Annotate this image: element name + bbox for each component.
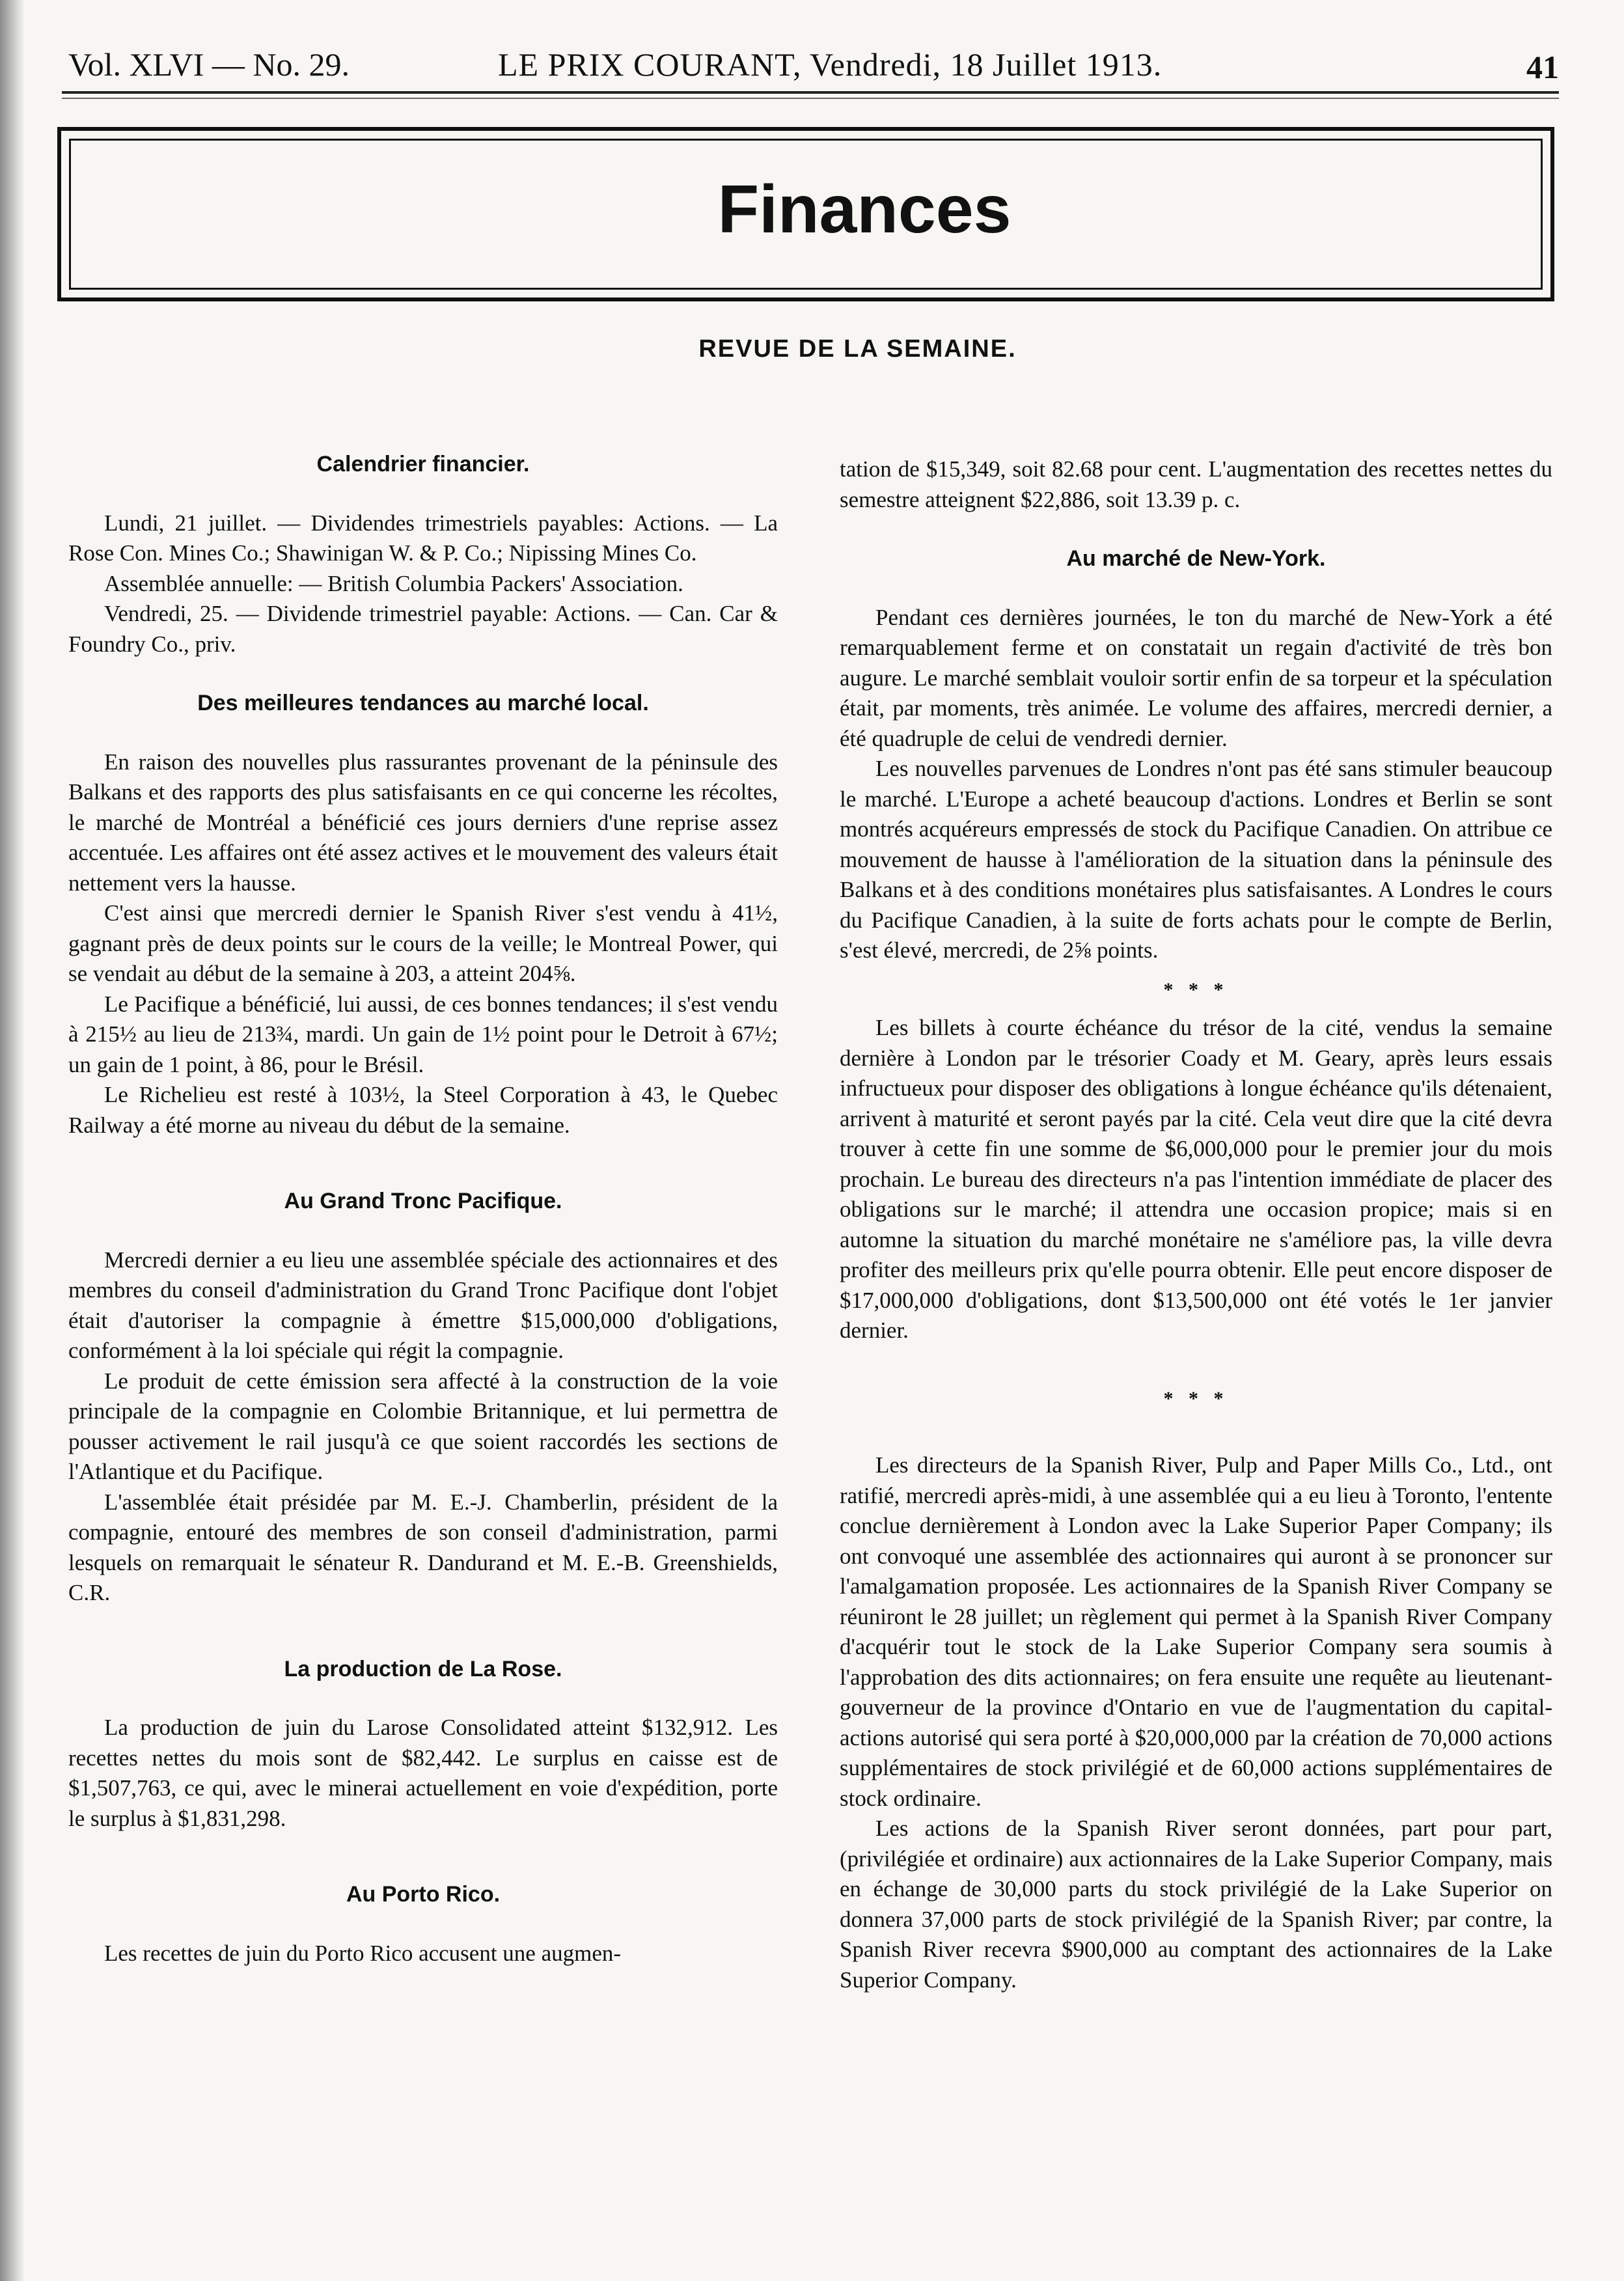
spacer [840, 574, 1552, 603]
spacer [840, 1422, 1552, 1450]
paragraph: Mercredi dernier a eu lieu une assemblée spéciale des actionnaires et des membres du conseil d'administration du Grand Tronc Pacifique dont l'objet était d'autoriser la compagnie à émettre $15,000,000 d'obligations, conformément à la loi spéciale qui régit la compagnie. [68, 1247, 778, 1363]
spacer [840, 515, 1552, 544]
left-column [68, 449, 778, 1969]
paragraph: Lundi, 21 juillet. — Dividendes trimestriels payables: Actions. — La Rose Con. Mines Co.; Shawinigan W. & P. Co.; Nipissing Mines Co. [68, 510, 778, 566]
section-divider-stars: * * * [1163, 1387, 1229, 1409]
paragraph: Les recettes de juin du Porto Rico accusent une augmen- [104, 1940, 622, 1966]
spacer [68, 1684, 778, 1713]
spacer [68, 1910, 778, 1939]
heading-new-york: Au marché de New-York. [1066, 546, 1326, 571]
paragraph: Les nouvelles parvenues de Londres n'ont pas été sans stimuler beaucoup le marché. L'Europe a acheté beaucoup d'actions. Londres et Berlin se sont montrés acquéreurs empressés de stock du Pacifique Canadien. On attribue ce mouvement de hausse à l'amélioration de la situation dans la péninsule des Balkans et à des conditions monétaires plus satisfaisantes. A Londres le cours du Pacifique Canadien, à la suite de forts achats pour le compte de Berlin, s'est élevé, mercredi, de 2⅝ points. [840, 756, 1552, 963]
spacer [68, 480, 778, 508]
spacer [840, 1346, 1552, 1375]
paragraph: Le Pacifique a bénéficié, lui aussi, de ces bonnes tendances; il s'est vendu à 215½ au lieu de 213¾, mardi. Un gain de 1½ point pour le Detroit à 67½; un gain de 1 point, à 86, pour le Brésil. [68, 991, 778, 1077]
section-banner [57, 127, 1554, 301]
heading-tendances: Des meilleures tendances au marché local. [197, 691, 649, 715]
section-title: Finances [717, 172, 1012, 247]
paragraph: C'est ainsi que mercredi dernier le Spanish River s'est vendu à 41½, gagnant près de deux points sur le cours de la veille; le Montreal Power, qui se vendait au début de la semaine à 203, a atteint 204⅝. [68, 900, 778, 986]
section-divider-stars: * * * [1163, 978, 1229, 1001]
subsection-title: REVUE DE LA SEMAINE. [698, 335, 1017, 363]
running-header [68, 40, 1559, 92]
spacer [68, 1217, 778, 1245]
page-number: 41 [1526, 49, 1559, 85]
paragraph: Vendredi, 25. — Dividende trimestriel payable: Actions. — Can. Car & Foundry Co., priv. [68, 601, 778, 657]
spacer [68, 1834, 778, 1879]
volume-number: Vol. XLVI — No. 29. [68, 46, 350, 83]
header-rule-thin [62, 98, 1559, 99]
heading-la-rose: La production de La Rose. [284, 1656, 562, 1681]
paragraph: Les directeurs de la Spanish River, Pulp and Paper Mills Co., Ltd., ont ratifié, mercredi après-midi, à une assemblée qui a eu lieu à Toronto, l'entente conclue dernièrement à London avec la Lake Superior Paper Company; ils ont convoqué une assemblée des actionnaires qui auront à se prononcer sur l'amalgamation proposée. Les actionnaires de la Spanish River Company se réuniront le 28 juillet; un règlement qui permet à la Spanish River Company d'acquérir tout le stock de la Lake Superior Company sera soumis à l'approbation des dits actionnaires; on fera ensuite une requête au lieutenant-gouverneur de la province d'Ontario en vue de l'augmentation du capital-actions autorisé qui sera porté à $20,000,000 par la création de 70,000 actions supplémentaires de stock privilégié et de 60,000 actions supplémentaires de stock ordinaire. [840, 1452, 1552, 1811]
paragraph: Les billets à courte échéance du trésor de la cité, vendus la semaine dernière à London par le trésorier Coady et M. Geary, après leurs essais infructueux pour disposer des obligations à longue échéance qu'ils détenaient, arrivent à maturité et seront payés par la cité. Cela veut dire que la cité devra trouver à cette fin une somme de $6,000,000 pour le premier jour du mois prochain. Le bureau des directeurs n'a pas l'intention immédiate de placer des obligations sur le marché; il attendra une occasion propice; mais si en automne la situation du marché monétaire ne s'améliore pas, la ville devra profiter des meilleurs prix qu'elle pourra obtenir. Elle peut encore disposer de $17,000,000 d'obligations, dont $13,500,000 ont été votés le 1er janvier dernier. [840, 1015, 1552, 1343]
paragraph: La production de juin du Larose Consolidated atteint $132,912. Les recettes nettes du mois sont de $82,442. Le surplus en caisse est de $1,507,763, ce qui, avec le minerai actuellement en voie d'expédition, porte le surplus à $1,831,298. [68, 1715, 778, 1831]
paragraph: En raison des nouvelles plus rassurantes provenant de la péninsule des Balkans et des rapports des plus satisfaisants en ce qui concerne les récoltes, le marché de Montréal a bénéficié ces jours derniers d'une reprise assez accentuée. Les affaires ont été assez actives et le mouvement des valeurs était nettement vers la hausse. [68, 749, 778, 896]
heading-porto-rico: Au Porto Rico. [346, 1882, 501, 1907]
heading-calendrier: Calendrier financier. [316, 452, 530, 477]
right-column [840, 454, 1552, 1995]
heading-grand-tronc: Au Grand Tronc Pacifique. [284, 1189, 562, 1213]
paragraph: Le Richelieu est resté à 103½, la Steel Corporation à 43, le Quebec Railway a été morne au niveau du début de la semaine. [68, 1082, 778, 1138]
spacer [68, 1140, 778, 1186]
paragraph: Assemblée annuelle: — British Columbia Packers' Association. [104, 570, 683, 596]
paragraph: Les actions de la Spanish River seront données, part pour part, (privilégiée et ordinaire) aux actionnaires de la Lake Superior Company, mais en échange de 30,000 parts du stock privilégié de la Lake Superior on donnera 37,000 parts de stock privilégié de la Spanish River; par contre, la Spanish River recevra $900,000 au comptant des actionnaires de la Lake Superior Company. [840, 1816, 1552, 1993]
paragraph: L'assemblée était présidée par M. E.-J. Chamberlin, président de la compagnie, entouré des membres de son conseil d'administration, parmi lesquels on remarquait le sénateur R. Dandurand et M. E.-B. Greenshields, C.R. [68, 1489, 778, 1605]
paragraph: Le produit de cette émission sera affecté à la construction de la voie principale de la compagnie en Colombie Britannique, et lui permettra de pousser activement le rail jusqu'à ce que soient raccordés les sections de l'Atlantique et du Pacifique. [68, 1368, 778, 1484]
paragraph: Pendant ces dernières journées, le ton du marché de New-York a été remarquablement ferme et on constatait un regain d'activité de très bon augure. Le marché semblait vouloir sortir enfin de sa torpeur et la spéculation était, par moments, très animée. Le volume des affaires, mercredi dernier, a été quadruple de celui de vendredi dernier. [840, 604, 1552, 751]
spacer [68, 719, 778, 747]
spacer [68, 1609, 778, 1654]
publication-title-date: LE PRIX COURANT, Vendredi, 18 Juillet 1913. [498, 46, 1163, 83]
paragraph-continued: tation de $15,349, soit 82.68 pour cent. L'augmentation des recettes nettes du semestre atteignent $22,886, soit 13.39 p. c. [840, 456, 1552, 512]
header-rule [62, 91, 1559, 94]
spacer [68, 659, 778, 688]
